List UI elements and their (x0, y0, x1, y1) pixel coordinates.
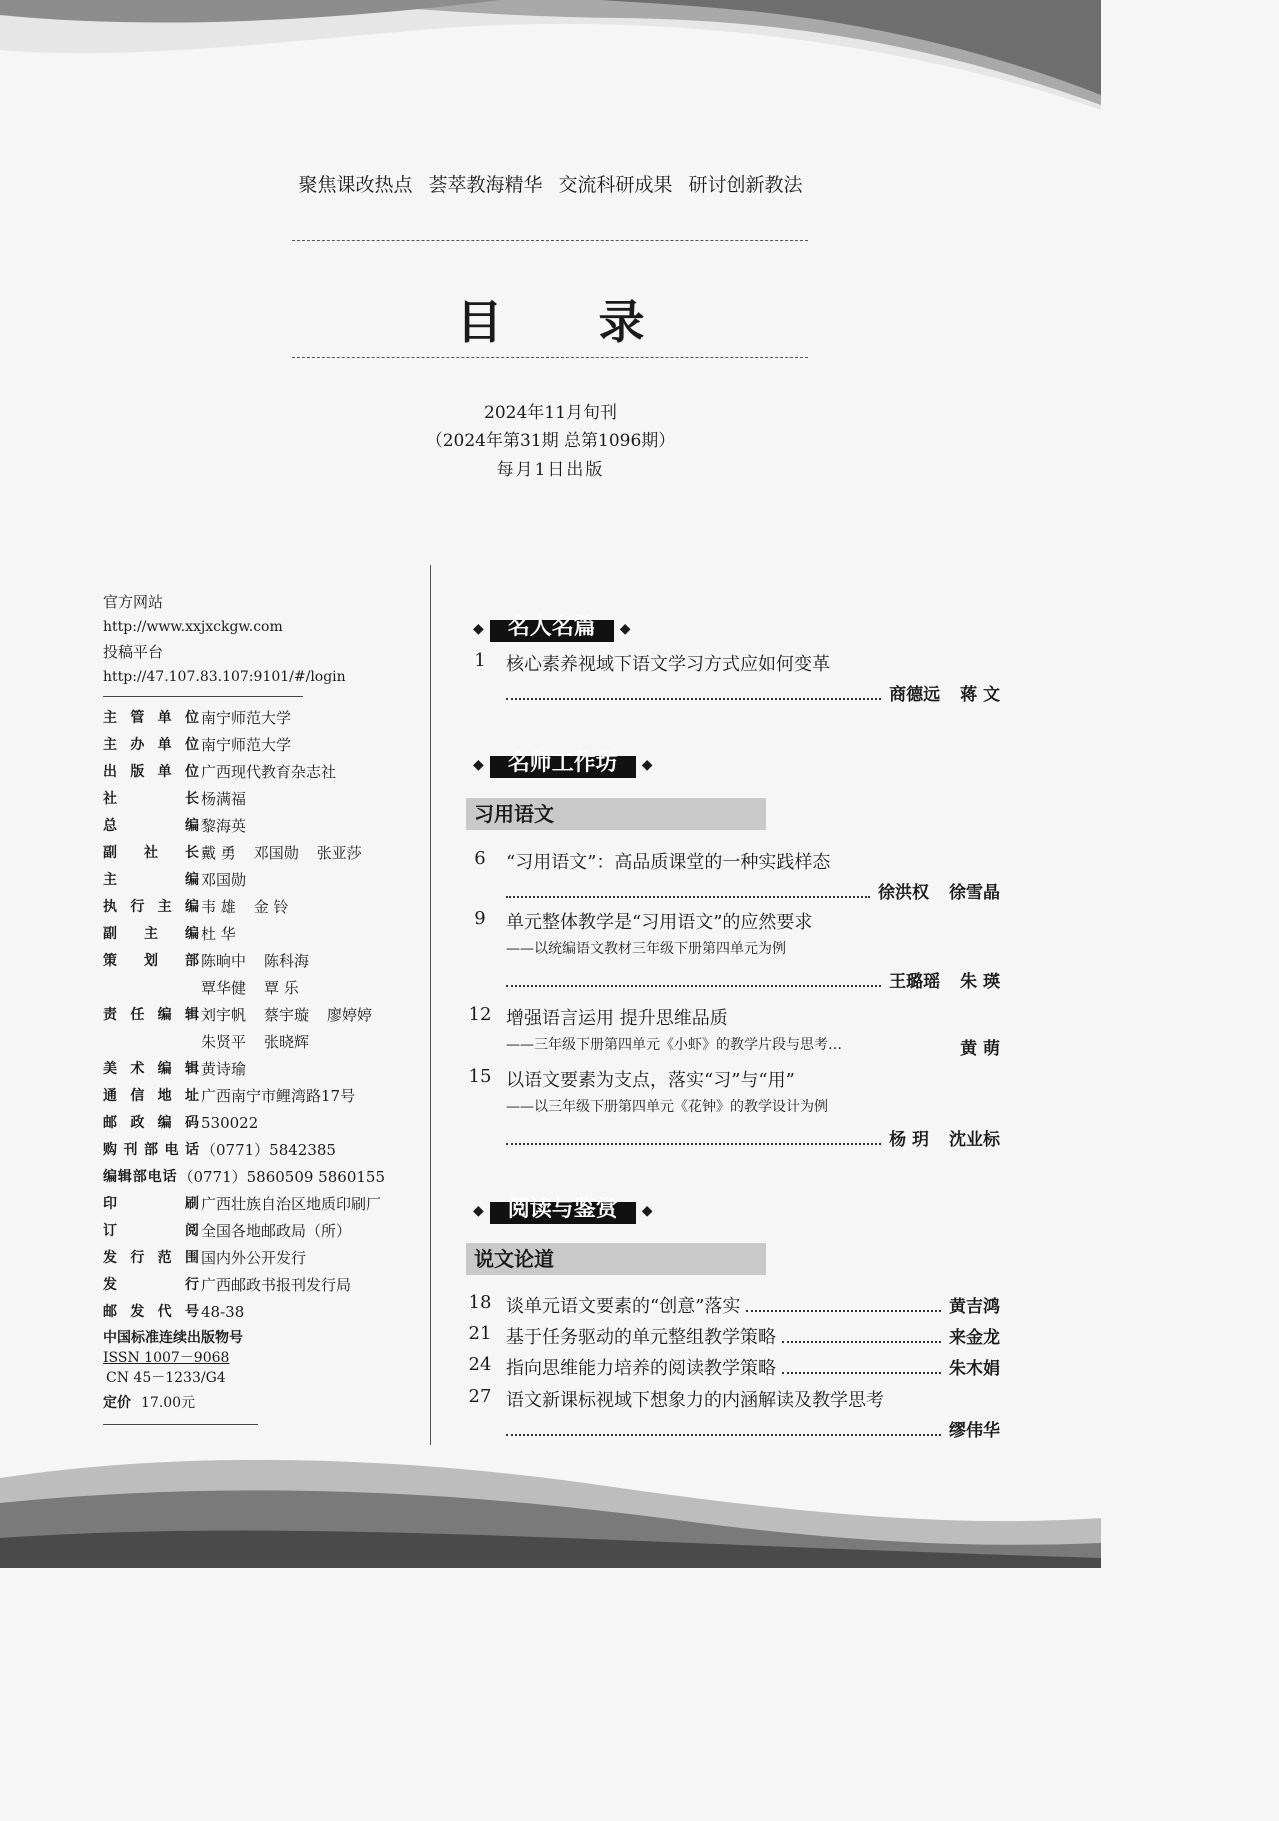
masthead-label: 发 行 范 围 (103, 1250, 199, 1266)
masthead-value (201, 1218, 403, 1245)
masthead-row (103, 1272, 403, 1299)
author-names (878, 878, 1000, 903)
masthead-value (201, 813, 403, 840)
masthead-value-item: 戴 勇 (201, 844, 236, 862)
publish-schedule: 每月1日出版 (496, 460, 605, 480)
page-number: 24 (468, 1354, 492, 1375)
masthead-value (201, 1056, 403, 1083)
masthead-value (201, 786, 403, 813)
masthead-rows (103, 705, 403, 1326)
dot-leader (506, 1434, 941, 1436)
serial-number-label: 中国标准连续出版物号 (103, 1330, 243, 1346)
submission-label: 投稿平台 (103, 643, 164, 661)
masthead-value (201, 759, 403, 786)
masthead-value-item: 南宁师范大学 (201, 709, 292, 727)
masthead-rule (103, 696, 303, 697)
masthead-value-item: 530022 (201, 1114, 259, 1132)
masthead-value-item: （0771）5860509 5860155 (178, 1168, 385, 1186)
author-name: 徐洪权 (878, 883, 929, 903)
dot-leader (506, 896, 870, 898)
masthead-value (201, 1245, 403, 1272)
author-name: 蒋 文 (960, 685, 1000, 705)
masthead-value (201, 705, 403, 732)
section-title: 阅读与鉴赏 (490, 1202, 636, 1224)
masthead-row (103, 1164, 403, 1191)
masthead-row (103, 1245, 403, 1272)
masthead-value-item: 廖婷婷 (327, 1006, 373, 1024)
masthead-row (103, 1110, 403, 1137)
masthead-value (201, 1029, 403, 1056)
slogan: 聚焦课改热点 荟萃教海精华 交流科研成果 研讨创新教法 (298, 174, 803, 196)
author-name: 杨 玥 (889, 1130, 929, 1150)
masthead-value-item: 杜 华 (201, 925, 236, 943)
masthead-value (201, 948, 403, 975)
author-name: 沈业标 (949, 1130, 1000, 1150)
diamond-icon: ◆ (641, 1203, 653, 1219)
author-name: 黄 萌 (960, 1039, 1000, 1059)
page-number: 1 (474, 650, 486, 671)
masthead-label: 印 刷 (103, 1196, 199, 1212)
masthead-row (103, 948, 403, 975)
masthead-row (103, 840, 403, 867)
author-name: 朱木娟 (949, 1359, 1000, 1379)
masthead-value (201, 1002, 403, 1029)
masthead-value-item: 广西邮政书报刊发行局 (201, 1276, 352, 1294)
masthead-row (103, 732, 403, 759)
masthead-value-item: 覃 乐 (264, 979, 299, 997)
masthead-label: 副 主 编 (103, 926, 199, 942)
masthead-value (201, 1191, 403, 1218)
article-title: 单元整体教学是“习用语文”的应然要求 (506, 912, 813, 933)
author-name: 来金龙 (949, 1328, 1000, 1348)
author-names (889, 680, 1000, 705)
masthead-label: 总 编 (103, 818, 199, 834)
top-wave-decoration (0, 0, 1101, 120)
article-subtitle: ——以三年级下册第四单元《花钟》的教学设计为例 (506, 1099, 828, 1115)
website-label: 官方网站 (103, 593, 164, 611)
article-subtitle: ——三年级下册第四单元《小虾》的教学片段与思考… (506, 1037, 842, 1053)
price-value: 17.00元 (141, 1395, 196, 1411)
dotted-divider-bottom (292, 357, 808, 358)
author-names (960, 1034, 1000, 1059)
masthead-value-item: 陈晌中 (201, 952, 247, 970)
masthead-value (201, 1110, 403, 1137)
masthead-value-item: 邓国勋 (253, 844, 299, 862)
dot-leader (506, 985, 881, 987)
masthead-label: 责 任 编 辑 (103, 1007, 199, 1023)
masthead-label (103, 975, 199, 1002)
masthead-label: 主 编 (103, 872, 199, 888)
page-title: 目 录 (456, 295, 685, 349)
masthead-label: 订 阅 (103, 1223, 199, 1239)
section-title: 名人名篇 (490, 620, 614, 642)
article-title: 指向思维能力培养的阅读教学策略 (506, 1358, 776, 1379)
masthead-row (103, 813, 403, 840)
issn-number: ISSN 1007－9068 (103, 1350, 230, 1366)
subsection-header: 习用语文 (466, 798, 766, 830)
masthead-value-item: 南宁师范大学 (201, 736, 292, 754)
masthead-value-item: 杨满福 (201, 790, 247, 808)
author-names (949, 1416, 1000, 1441)
masthead-label: 主 管 单 位 (103, 710, 199, 726)
article-title: 谈单元语文要素的“创意”落实 (506, 1296, 741, 1317)
masthead-label: 社 长 (103, 791, 199, 807)
masthead-label: 主 办 单 位 (103, 737, 199, 753)
masthead-value-item: 张晓辉 (264, 1033, 310, 1051)
masthead-value-item: 金 铃 (253, 898, 289, 916)
author-name: 黄吉鸿 (949, 1297, 1000, 1317)
masthead-label: 购 刊 部 电 话 (103, 1142, 199, 1158)
article-title: 增强语言运用 提升思维品质 (506, 1008, 728, 1029)
masthead-row (103, 894, 403, 921)
masthead-label: 副 社 长 (103, 845, 199, 861)
masthead-value (201, 840, 403, 867)
article-title: 以语文要素为支点，落实“习”与“用” (506, 1070, 795, 1091)
issue-date: 2024年11月旬刊 (484, 403, 617, 423)
author-names (949, 1323, 1000, 1348)
masthead-info (103, 590, 403, 1425)
author-names (889, 967, 1000, 992)
masthead-label: 美 术 编 辑 (103, 1061, 199, 1077)
masthead-label: 邮 政 编 码 (103, 1115, 199, 1131)
masthead-label: 编 辑 部 电 话 (103, 1169, 177, 1185)
article-title: “习用语文”：高品质课堂的一种实践样态 (506, 852, 831, 873)
article-title: 语文新课标视域下想象力的内涵解读及教学思考 (506, 1390, 884, 1411)
author-names (949, 1292, 1000, 1317)
masthead-label: 执 行 主 编 (103, 899, 199, 915)
masthead-row (103, 1191, 403, 1218)
submission-url[interactable]: http://47.107.83.107:9101/#/login (103, 669, 346, 685)
diamond-icon: ◆ (641, 757, 653, 773)
author-names (949, 1354, 1000, 1379)
masthead-label: 发 行 (103, 1277, 199, 1293)
diamond-icon: ◆ (473, 757, 484, 773)
issue-number: （2024年第31期 总第1096期） (425, 431, 676, 451)
masthead-label (103, 1029, 199, 1056)
price-label: 定价 (103, 1395, 131, 1411)
masthead-row (103, 1218, 403, 1245)
masthead-label: 策 划 部 (103, 953, 199, 969)
page-number: 18 (468, 1292, 492, 1313)
masthead-value (201, 732, 403, 759)
masthead-value (201, 975, 403, 1002)
section-header-teacher-workshop (467, 750, 659, 780)
masthead-value-item: 朱贤平 (201, 1033, 247, 1051)
masthead-value (178, 1164, 403, 1191)
masthead-value (201, 1299, 403, 1326)
masthead-value-item: 黎海英 (201, 817, 247, 835)
author-name: 徐雪晶 (949, 883, 1000, 903)
masthead-value-item: 广西南宁市鲤湾路17号 (201, 1087, 356, 1105)
author-name: 朱 瑛 (960, 972, 1000, 992)
masthead-value-item: 黄诗瑜 (201, 1060, 247, 1078)
author-name: 商德远 (889, 685, 941, 705)
article-title: 基于任务驱动的单元整组教学策略 (506, 1327, 776, 1348)
dot-leader (782, 1372, 941, 1374)
dot-leader (746, 1310, 941, 1312)
masthead-label: 通 信 地 址 (103, 1088, 199, 1104)
masthead-value-item: 广西壮族自治区地质印刷厂 (201, 1195, 382, 1213)
section-header-reading (467, 1196, 659, 1226)
masthead-value (201, 1083, 403, 1110)
masthead-value-item: 陈科海 (264, 952, 310, 970)
masthead-row (103, 1002, 403, 1029)
column-divider (430, 565, 431, 1445)
masthead-value-item: 韦 雄 (201, 898, 236, 916)
masthead-row (103, 705, 403, 732)
dot-leader (782, 1341, 941, 1343)
masthead-row (103, 786, 403, 813)
author-name: 王璐瑶 (889, 972, 941, 992)
section-header-famous (467, 614, 637, 644)
masthead-value (201, 921, 403, 948)
article-title: 核心素养视域下语文学习方式应如何变革 (506, 654, 830, 675)
masthead-label: 邮 发 代 号 (103, 1304, 199, 1320)
masthead-value-item: （0771）5842385 (201, 1141, 336, 1159)
masthead-value-item: 覃华健 (201, 979, 247, 997)
dot-leader (506, 698, 881, 700)
cn-number: CN 45－1233/G4 (106, 1370, 226, 1386)
author-name: 缪伟华 (949, 1421, 1000, 1441)
masthead-row (103, 1056, 403, 1083)
website-url[interactable]: http://www.xxjxckgw.com (103, 619, 283, 635)
masthead-row (103, 1083, 403, 1110)
masthead-row (103, 975, 403, 1002)
masthead-row (103, 1137, 403, 1164)
masthead-row (103, 867, 403, 894)
page-number: 21 (468, 1323, 492, 1344)
page-number: 9 (474, 908, 486, 929)
dot-leader (506, 1143, 881, 1145)
page-number: 15 (468, 1066, 492, 1087)
diamond-icon: ◆ (473, 621, 484, 637)
diamond-icon: ◆ (619, 621, 631, 637)
masthead-value-item: 48-38 (201, 1303, 245, 1321)
masthead-row (103, 759, 403, 786)
page-number: 12 (468, 1004, 492, 1025)
masthead-value (201, 1272, 403, 1299)
masthead-value (201, 1137, 403, 1164)
bottom-wave-decoration (0, 1448, 1101, 1568)
masthead-value (201, 894, 403, 921)
masthead-label: 出 版 单 位 (103, 764, 199, 780)
masthead-value-item: 蔡宇璇 (264, 1006, 310, 1024)
masthead-value-item: 刘宇帆 (201, 1006, 247, 1024)
masthead-value (201, 867, 403, 894)
masthead-rule-bottom (103, 1424, 258, 1425)
author-names (889, 1125, 1000, 1150)
masthead-value-item: 国内外公开发行 (201, 1249, 307, 1267)
section-title: 名师工作坊 (490, 756, 636, 778)
page-number: 27 (468, 1386, 492, 1407)
page-number: 6 (474, 848, 486, 869)
subsection-header: 说文论道 (466, 1243, 766, 1275)
dotted-divider-top (292, 240, 808, 241)
article-subtitle: ——以统编语文教材三年级下册第四单元为例 (506, 941, 786, 957)
masthead-value-item: 广西现代教育杂志社 (201, 763, 337, 781)
diamond-icon: ◆ (473, 1203, 484, 1219)
masthead-row (103, 1029, 403, 1056)
masthead-row (103, 921, 403, 948)
masthead-value-item: 全国各地邮政局（所） (201, 1222, 352, 1240)
masthead-value-item: 张亚莎 (316, 844, 362, 862)
masthead-row (103, 1299, 403, 1326)
masthead-value-item: 邓国勋 (201, 871, 247, 889)
